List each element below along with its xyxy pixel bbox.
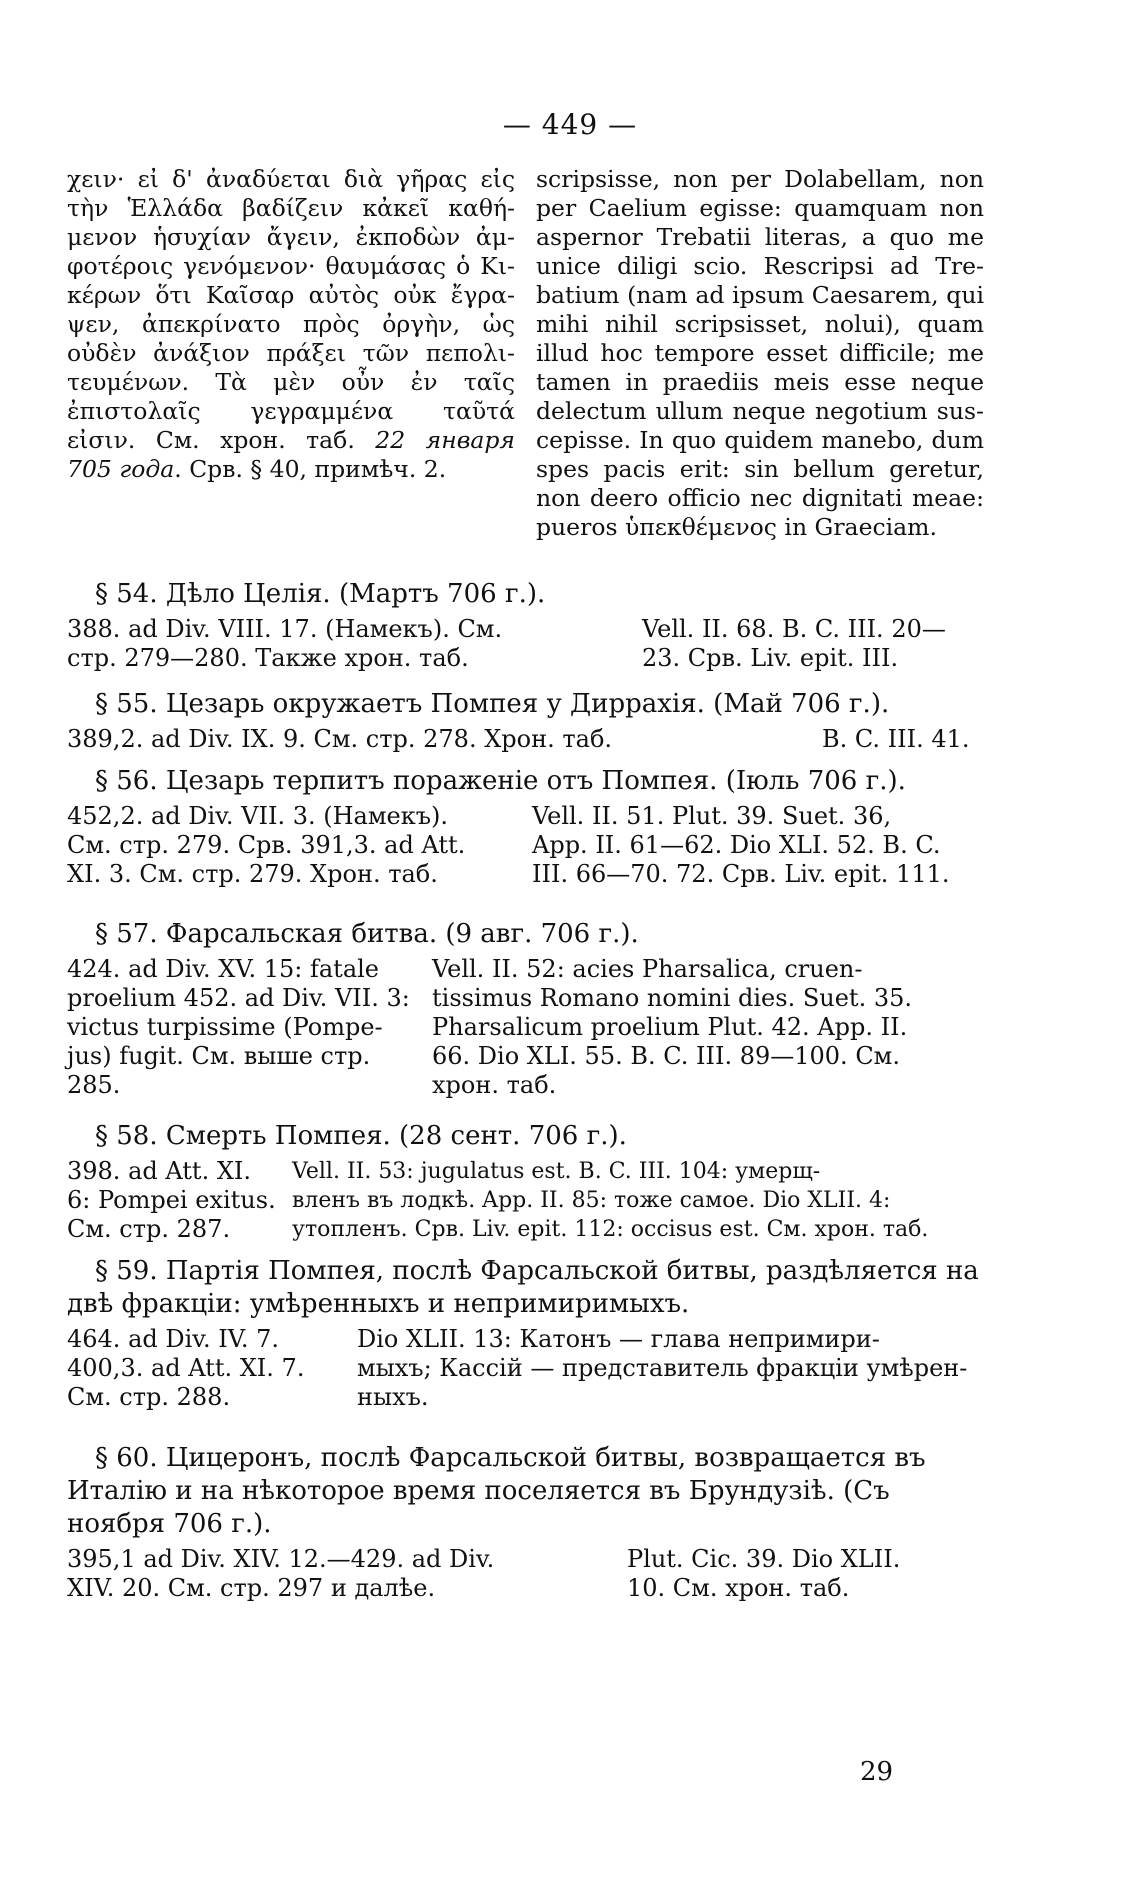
section-55 [67, 688, 984, 754]
cicero-references: 389,2. ad Div. IX. 9. См. стр. 278. Хрон. таб. [67, 725, 613, 753]
other-sources: B. C. III. 41. [822, 725, 970, 753]
greek-line: τὴν Ἑλλάδα βαδίζειν κἀκεῖ καθή- [67, 194, 515, 222]
other-sources: Plut. Cic. 39. Dio XLII. 10. См. хрон. таб. [627, 1545, 901, 1602]
cicero-references: 388. ad Div. VIII. 17. (Намекъ). См. стр. 279—280. Также хрон. таб. [67, 615, 503, 672]
greek-line: κέρων ὅτι Καῖσαρ αὐτὸς οὐκ ἔγρα- [67, 281, 515, 309]
latin-column [536, 165, 984, 542]
greek-line: ψεν, ἀπεκρίνατο πρὸς ὀργὴν, ὡς [67, 310, 515, 338]
section-58 [67, 1120, 984, 1244]
section-heading: § 60. Цицеронъ, послѣ Фарсальской битвы, возвращается въ Италію и на нѣкоторое время поселяется въ Брундузіѣ. (Съ ноября 706 г.). [67, 1443, 926, 1539]
latin-line: aspernor Trebatii literas, a quo me [536, 223, 984, 251]
section-54 [67, 578, 984, 673]
latin-line: pueros ὑπεκθέμενος in Graeciam. [536, 513, 937, 541]
section-references [67, 1157, 984, 1244]
latin-line: cepisse. In quo quidem manebo, dum [536, 426, 984, 454]
greek-line: τευμένων. Τὰ μὲν οὖν ἐν ταῖς [67, 368, 515, 396]
reference-text: εἰσιν. См. хрон. таб. [67, 426, 355, 454]
section-references [67, 725, 984, 754]
greek-column [67, 165, 515, 542]
other-sources: Vell. II. 68. B. C. III. 20— 23. Срв. Liv. epit. III. [642, 615, 946, 672]
greek-line: χειν· εἰ δ' ἀναδύεται διὰ γῆρας εἰς [67, 165, 515, 193]
section-60 [67, 1442, 984, 1603]
section-references [67, 615, 984, 673]
cicero-references: 464. ad Div. IV. 7. 400,3. ad Att. XI. 7. См. стр. 288. [67, 1325, 305, 1411]
section-references [67, 955, 984, 1100]
greek-line-reference [67, 426, 515, 455]
other-sources: Dio XLII. 13: Катонъ — глава непримири- мыхъ; Кассій — представитель фракціи умѣрен- ныхъ. [357, 1325, 968, 1411]
cicero-references: 452,2. ad Div. VII. 3. (Намекъ). См. стр. 279. Срв. 391,3. ad Att. XI. 3. См. стр. 279. Хрон. таб. [67, 802, 466, 888]
section-references [67, 1545, 984, 1603]
section-heading: § 59. Партія Помпея, послѣ Фарсальской битвы, раздѣляется на двѣ фракціи: умѣренныхъ и непримиримыхъ. [67, 1256, 979, 1319]
latin-line: illud hoc tempore esset difficile; me [536, 339, 984, 367]
other-sources: Vell. II. 52: acies Pharsalica, cruen- tissimus Romano nomini dies. Suet. 35. Pharsalicum proelium Plut. 42. App. II. 66. Dio XLI. 55. B. C. III. 89—100. См. хрон. таб. [432, 955, 912, 1099]
greek-line: ἐπιστολαῖς γεγραμμένα ταῦτά [67, 397, 515, 425]
section-references [67, 802, 984, 889]
latin-line: spes pacis erit: sin bellum geretur, [536, 455, 984, 483]
intro-columns [67, 165, 984, 542]
latin-line: tamen in praediis meis esse neque [536, 368, 984, 396]
signature-mark: 29 [860, 1757, 894, 1787]
section-references [67, 1325, 984, 1412]
date-italic: 22 января [375, 426, 515, 454]
section-56 [67, 765, 984, 889]
latin-line: delectum ullum neque negotium sus- [536, 397, 984, 425]
latin-line: scripsisse, non per Dolabellam, non [536, 165, 984, 193]
section-heading: § 57. Фарсальская битва. (9 авг. 706 г.). [95, 919, 639, 949]
year-italic: 705 года [67, 455, 175, 483]
greek-line-reference [67, 455, 515, 484]
greek-line: μενον ἡσυχίαν ἄγειν, ἐκποδὼν ἀμ- [67, 223, 515, 251]
reference-tail: . Срв. § 40, примѣч. 2. [174, 455, 447, 483]
section-heading: § 58. Смерть Помпея. (28 сент. 706 г.). [95, 1121, 627, 1151]
section-heading: § 56. Цезарь терпитъ пораженіе отъ Помпея. (Іюль 706 г.). [95, 766, 906, 796]
section-57 [67, 918, 984, 1100]
section-heading: § 55. Цезарь окружаетъ Помпея у Диррахія. (Май 706 г.). [95, 689, 890, 719]
greek-line: φοτέροις γενόμενον· θαυμάσας ὁ Κι- [67, 252, 515, 280]
latin-line: unice diligi scio. Rescripsi ad Tre- [536, 252, 984, 280]
page-number: — 449 — [502, 108, 638, 141]
section-heading: § 54. Дѣло Целія. (Мартъ 706 г.). [95, 579, 546, 609]
latin-line: non deero officio nec dignitati meae: [536, 484, 984, 512]
other-sources: Vell. II. 53: jugulatus est. B. C. III. 104: умерщ- вленъ въ лодкѣ. App. II. 85: тоже самое. Dio XLII. 4: утопленъ. Срв. Liv. epit. 112: occisus est. См. хрон. таб. [292, 1159, 929, 1242]
section-59 [67, 1255, 984, 1412]
cicero-references: 398. ad Att. XI. 6: Pompei exitus. См. стр. 287. [67, 1157, 276, 1243]
latin-line: batium (nam ad ipsum Caesarem, qui [536, 281, 984, 309]
other-sources: Vell. II. 51. Plut. 39. Suet. 36, App. II. 61—62. Dio XLI. 52. B. C. III. 66—70. 72. Срв. Liv. epit. 111. [532, 802, 950, 888]
greek-line: οὐδὲν ἀνάξιον πράξει τῶν πεπολι- [67, 339, 515, 367]
latin-line: mihi nihil scripsisset, nolui), quam [536, 310, 984, 338]
cicero-references: 395,1 ad Div. XIV. 12.—429. ad Div. XIV. 20. См. стр. 297 и далѣе. [67, 1545, 495, 1602]
latin-line: per Caelium egisse: quamquam non [536, 194, 984, 222]
cicero-references: 424. ad Div. XV. 15: fatale proelium 452. ad Div. VII. 3: victus turpissime (Pompe- jus) fugit. См. выше стр. 285. [67, 955, 410, 1099]
